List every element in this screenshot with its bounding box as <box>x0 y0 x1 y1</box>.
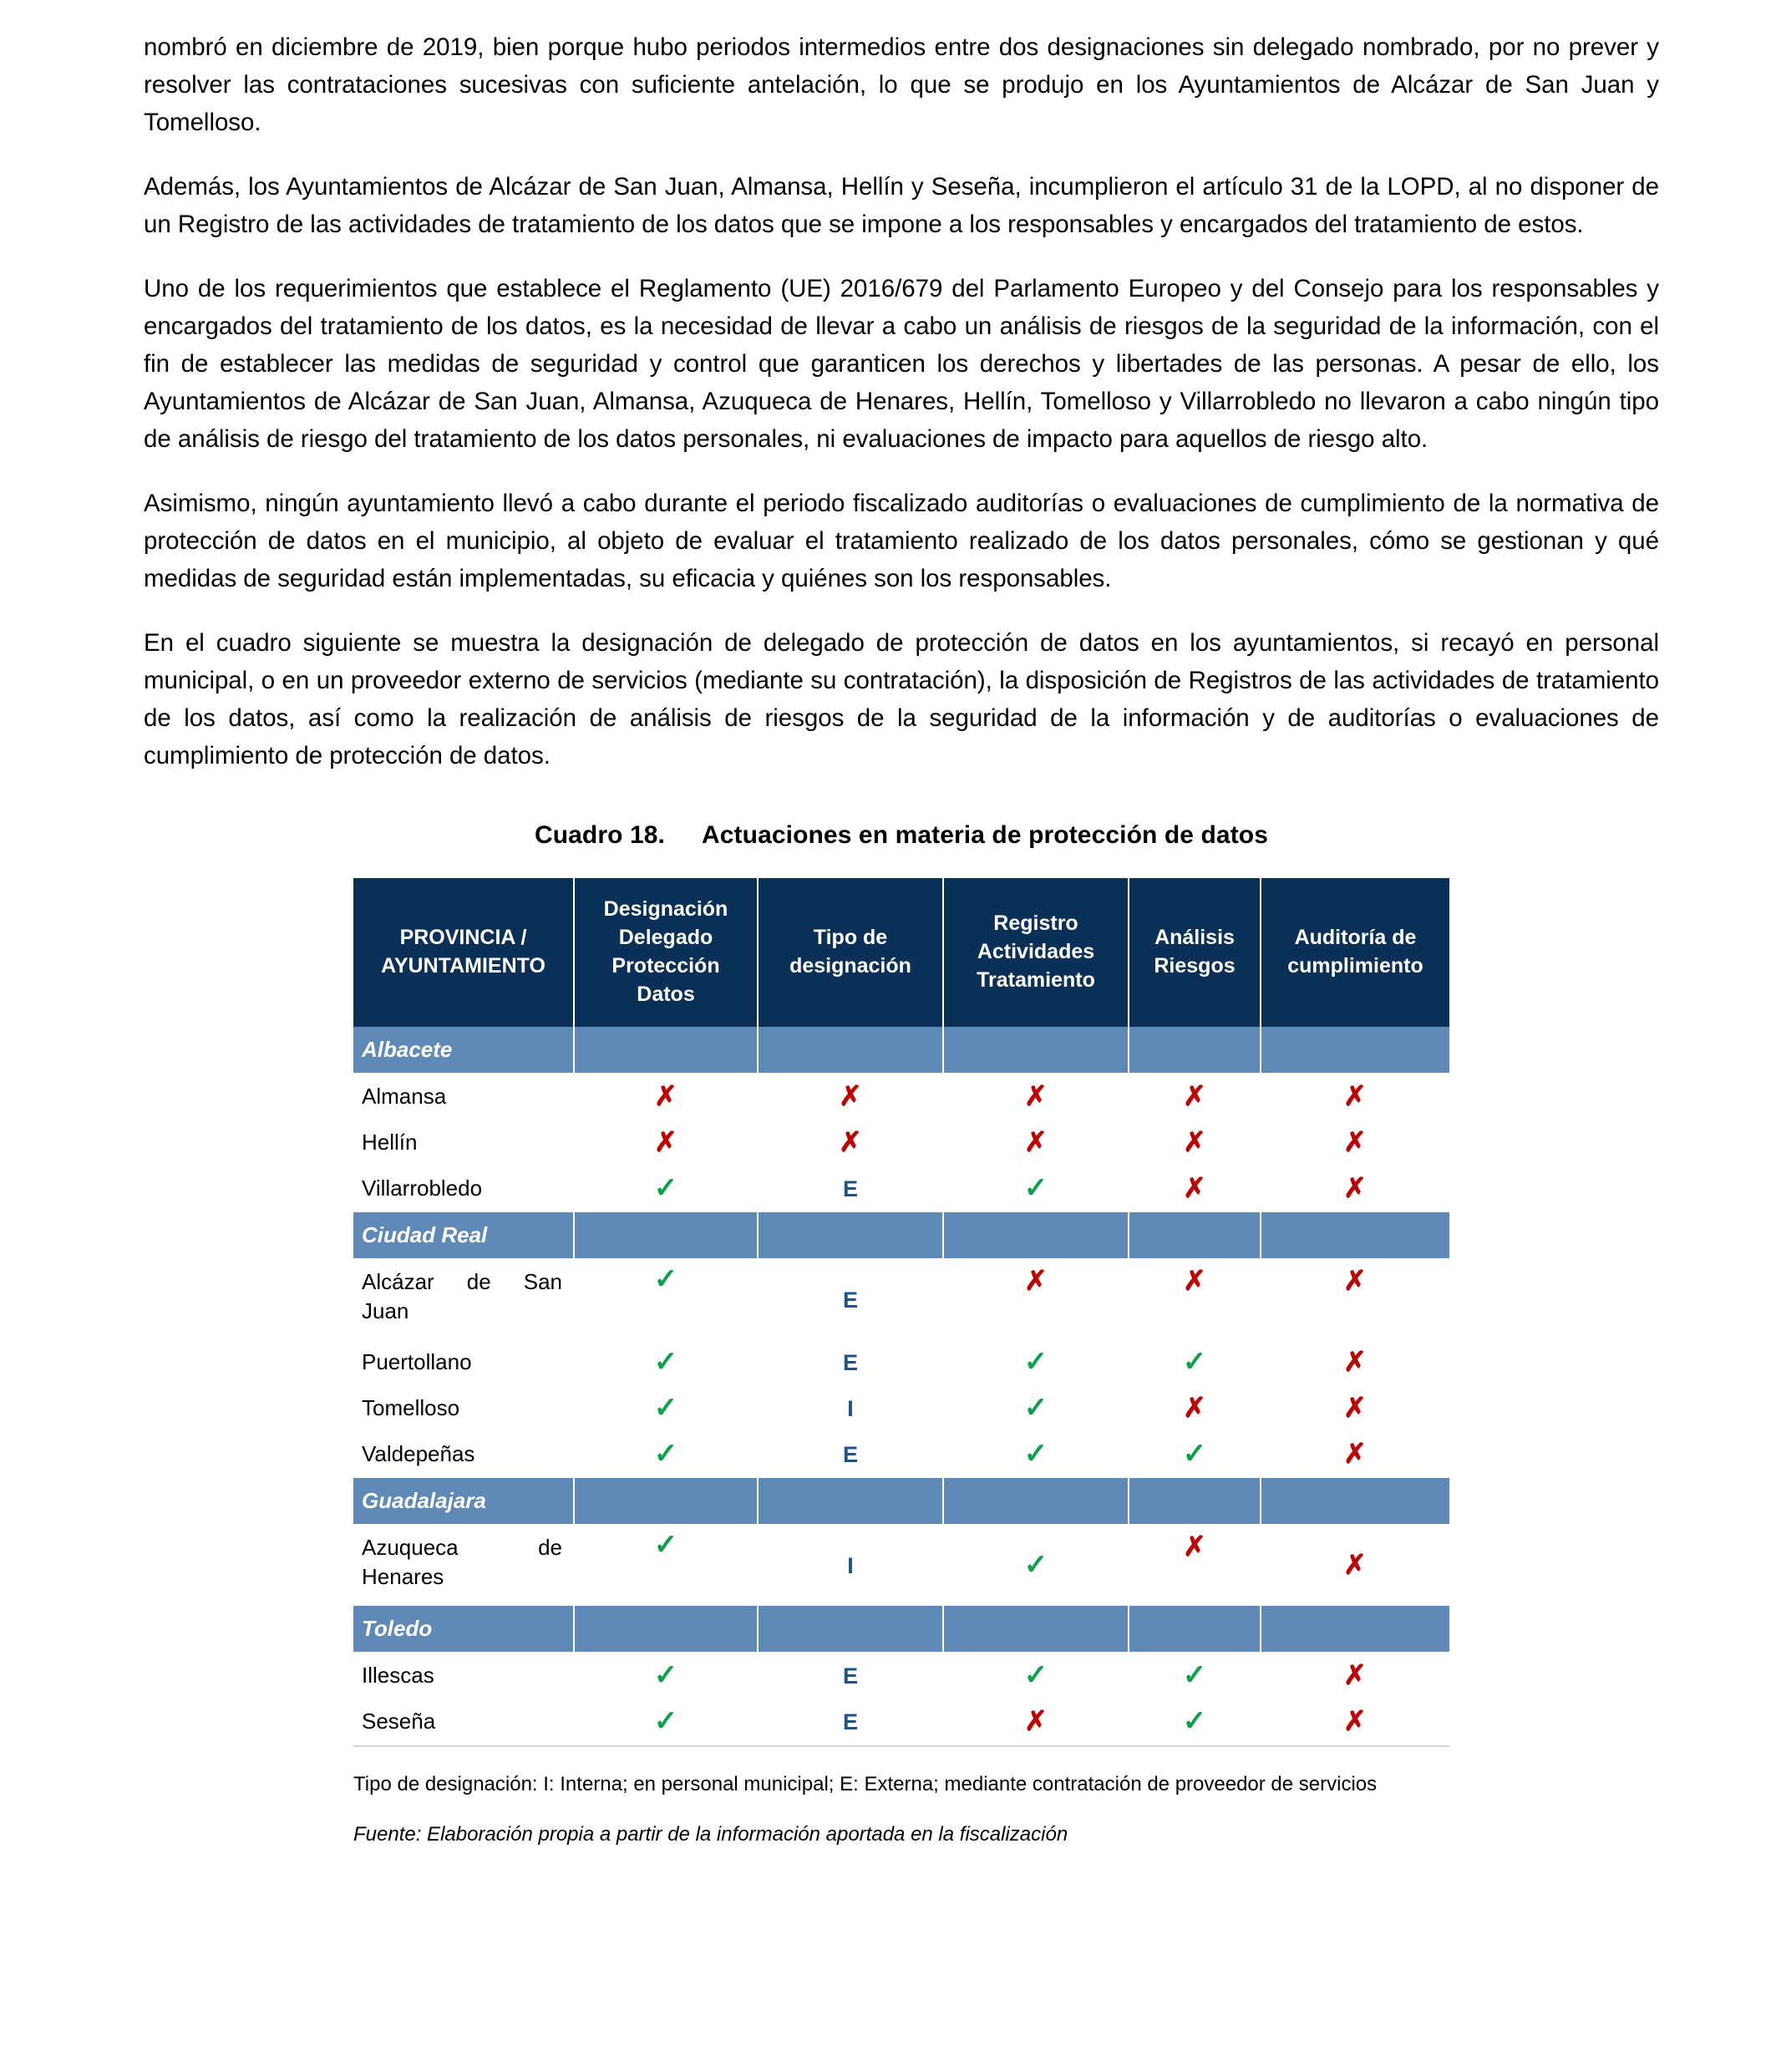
cell-designacion <box>574 1259 758 1340</box>
municipality-name: Hellín <box>353 1120 574 1166</box>
section-blank-cell <box>943 1478 1129 1525</box>
cell-designacion <box>574 1340 758 1386</box>
check-icon: ✓ <box>1182 1659 1207 1691</box>
cell-auditoria <box>1261 1432 1449 1478</box>
cell-designacion <box>574 1525 758 1606</box>
cell-auditoria <box>1261 1525 1449 1606</box>
province-label: Albacete <box>353 1027 574 1074</box>
section-row-albacete <box>353 1027 1449 1074</box>
designation-type-label: I <box>847 1396 854 1421</box>
municipality-name <box>353 1259 574 1340</box>
cell-tipo <box>758 1259 943 1340</box>
cell-tipo <box>758 1699 943 1746</box>
section-blank-cell <box>943 1027 1129 1074</box>
cell-designacion <box>574 1120 758 1166</box>
check-icon: ✓ <box>1023 1346 1048 1378</box>
column-header-analisis-riesgos <box>1129 878 1261 1027</box>
column-header-tipo-designacion <box>758 878 943 1027</box>
paragraph-5: En el cuadro siguiente se muestra la designación de delegado de protección de datos en los ayuntamientos, si recayó en personal municipal, o en un proveedor externo de servicios (mediante su contratación), la disposición de Registros de las actividades de tratamiento de los datos, así como la realización de análisis de riesgos de la seguridad de la información y de auditorías o evaluaciones de cumplimiento de protección de datos. <box>144 629 1659 769</box>
cell-auditoria <box>1261 1386 1449 1432</box>
check-icon: ✓ <box>653 1172 678 1204</box>
cross-icon: ✗ <box>1183 1265 1206 1296</box>
cell-auditoria <box>1261 1340 1449 1386</box>
column-header-designacion-delegado <box>574 878 758 1027</box>
designation-type-label: E <box>842 1442 858 1467</box>
header-line: PROVINCIA / <box>399 926 527 949</box>
section-blank-cell <box>758 1478 943 1525</box>
cross-icon: ✗ <box>1024 1126 1048 1157</box>
check-icon: ✓ <box>1023 1438 1048 1470</box>
paragraph-1: nombró en diciembre de 2019, bien porque hubo periodos intermedios entre dos designaciones sin delegado nombrado, por no prever y resolver las contrataciones sucesivas con suficiente antelación, lo que se produjo en los Ayuntamientos de Alcázar de San Juan y Tomelloso. <box>144 33 1659 136</box>
table-row <box>353 1432 1449 1478</box>
cell-auditoria <box>1261 1259 1449 1340</box>
cell-designacion <box>574 1699 758 1746</box>
section-row-guadalajara <box>353 1478 1449 1525</box>
municipality-name: Almansa <box>353 1074 574 1120</box>
table-block <box>144 821 1659 1849</box>
header-line: Protección <box>611 954 720 978</box>
cell-registro <box>943 1699 1129 1746</box>
cell-analisis <box>1129 1259 1261 1340</box>
cell-auditoria <box>1261 1699 1449 1746</box>
cell-analisis <box>1129 1386 1261 1432</box>
cell-registro <box>943 1120 1129 1166</box>
cross-icon: ✗ <box>1183 1080 1206 1111</box>
cell-registro <box>943 1432 1129 1478</box>
table-legend-note: Tipo de designación: I: Interna; en personal municipal; E: Externa; mediante contratación de proveedor de servicios <box>353 1773 1378 1795</box>
table-row <box>353 1653 1449 1699</box>
section-blank-cell <box>574 1478 758 1525</box>
section-blank-cell <box>574 1606 758 1653</box>
header-line: Registro <box>993 912 1078 935</box>
cell-analisis <box>1129 1074 1261 1120</box>
table-body <box>353 1027 1449 1746</box>
designation-type-label: E <box>842 1709 858 1734</box>
section-blank-cell <box>943 1212 1129 1259</box>
cell-designacion <box>574 1653 758 1699</box>
cell-registro <box>943 1259 1129 1340</box>
name-line: Alcázar de San <box>362 1269 562 1294</box>
cross-icon: ✗ <box>1343 1080 1367 1111</box>
province-label: Guadalajara <box>353 1478 574 1525</box>
cell-analisis <box>1129 1699 1261 1746</box>
cross-icon: ✗ <box>1183 1531 1206 1562</box>
municipality-name: Villarrobledo <box>353 1166 574 1212</box>
table-row <box>353 1386 1449 1432</box>
cross-icon: ✗ <box>654 1080 677 1111</box>
check-icon: ✓ <box>1023 1659 1048 1691</box>
designation-type-label: E <box>842 1287 858 1313</box>
cell-analisis <box>1129 1166 1261 1212</box>
designation-type-label: E <box>842 1663 858 1689</box>
header-line: Designación <box>603 897 728 921</box>
check-icon: ✓ <box>653 1392 678 1424</box>
header-line: Riesgos <box>1154 954 1236 978</box>
check-icon: ✓ <box>653 1659 678 1691</box>
cell-registro <box>943 1166 1129 1212</box>
cross-icon: ✗ <box>1343 1705 1367 1736</box>
check-icon: ✓ <box>653 1705 678 1737</box>
cell-analisis <box>1129 1340 1261 1386</box>
cross-icon: ✗ <box>1343 1172 1367 1203</box>
cell-auditoria <box>1261 1120 1449 1166</box>
cross-icon: ✗ <box>839 1126 862 1157</box>
cross-icon: ✗ <box>1024 1080 1048 1111</box>
cell-analisis <box>1129 1120 1261 1166</box>
header-line: Tipo de <box>813 926 888 949</box>
paragraph-4: Asimismo, ningún ayuntamiento llevó a cabo durante el periodo fiscalizado auditorías o evaluaciones de cumplimiento de la normativa de protección de datos en el municipio, al objeto de evaluar el tratamiento realizado de los datos personales, cómo se gestionan y qué medidas de seguridad están implementadas, su eficacia y quiénes son los responsables. <box>144 490 1659 592</box>
section-blank-cell <box>758 1027 943 1074</box>
check-icon: ✓ <box>1023 1548 1048 1581</box>
section-blank-cell <box>1129 1606 1261 1653</box>
cross-icon: ✗ <box>1343 1548 1367 1580</box>
header-line: AYUNTAMIENTO <box>381 954 545 978</box>
section-blank-cell <box>1261 1606 1449 1653</box>
check-icon: ✓ <box>653 1346 678 1378</box>
table-caption-number: Cuadro 18. <box>534 821 665 849</box>
table-source-note: Fuente: Elaboración propia a partir de la información aportada en la fiscalización <box>353 1823 1068 1846</box>
header-line: Datos <box>637 983 695 1006</box>
header-line: Tratamiento <box>977 968 1095 992</box>
cell-registro <box>943 1525 1129 1606</box>
cell-auditoria <box>1261 1653 1449 1699</box>
section-blank-cell <box>574 1212 758 1259</box>
cell-auditoria <box>1261 1074 1449 1120</box>
column-header-provincia-ayuntamiento <box>353 878 574 1027</box>
data-protection-table <box>353 878 1449 1747</box>
section-blank-cell <box>1261 1212 1449 1259</box>
cell-registro <box>943 1340 1129 1386</box>
cross-icon: ✗ <box>1183 1126 1206 1157</box>
table-caption-text: Actuaciones en materia de protección de datos <box>702 821 1269 849</box>
check-icon: ✓ <box>1182 1705 1207 1737</box>
cell-tipo <box>758 1340 943 1386</box>
designation-type-label: E <box>842 1176 858 1201</box>
check-icon: ✓ <box>653 1529 678 1561</box>
cell-tipo <box>758 1525 943 1606</box>
cell-designacion <box>574 1074 758 1120</box>
municipality-name: Puertollano <box>353 1340 574 1386</box>
header-line: Análisis <box>1154 926 1235 949</box>
cell-tipo <box>758 1166 943 1212</box>
section-row-ciudad-real <box>353 1212 1449 1259</box>
check-icon: ✓ <box>1023 1172 1048 1204</box>
header-line: Delegado <box>618 926 713 949</box>
cell-tipo <box>758 1074 943 1120</box>
cross-icon: ✗ <box>1343 1265 1367 1296</box>
cell-registro <box>943 1386 1129 1432</box>
section-blank-cell <box>1261 1027 1449 1074</box>
check-icon: ✓ <box>1182 1438 1207 1470</box>
name-line: Henares <box>362 1564 444 1589</box>
name-line: Azuqueca de <box>362 1535 562 1560</box>
cross-icon: ✗ <box>1183 1392 1206 1423</box>
cell-auditoria <box>1261 1166 1449 1212</box>
table-row <box>353 1699 1449 1746</box>
cell-registro <box>943 1653 1129 1699</box>
header-line: Auditoría de <box>1294 926 1417 949</box>
table-header-row <box>353 878 1449 1027</box>
section-blank-cell <box>758 1212 943 1259</box>
table-header <box>353 878 1449 1027</box>
name-line: Juan <box>362 1298 409 1323</box>
table-caption <box>144 821 1659 850</box>
section-blank-cell <box>574 1027 758 1074</box>
header-line: cumplimiento <box>1287 954 1423 978</box>
cell-designacion <box>574 1432 758 1478</box>
cross-icon: ✗ <box>1343 1438 1367 1469</box>
header-line: designación <box>789 954 911 978</box>
table-row <box>353 1259 1449 1340</box>
header-line: Actividades <box>977 940 1095 963</box>
designation-type-label: E <box>842 1350 858 1375</box>
check-icon: ✓ <box>653 1263 678 1295</box>
section-row-toledo <box>353 1606 1449 1653</box>
table-row <box>353 1525 1449 1606</box>
municipality-name: Valdepeñas <box>353 1432 574 1478</box>
check-icon: ✓ <box>1182 1346 1207 1378</box>
cross-icon: ✗ <box>1343 1126 1367 1157</box>
paragraph-2: Además, los Ayuntamientos de Alcázar de San Juan, Almansa, Hellín y Seseña, incumplieron el artículo 31 de la LOPD, al no disponer de un Registro de las actividades de tratamiento de los datos que se impone a los responsables y encargados del tratamiento de estos. <box>144 173 1659 238</box>
column-header-auditoria-cumplimiento <box>1261 878 1449 1027</box>
cross-icon: ✗ <box>1024 1705 1048 1736</box>
province-label: Ciudad Real <box>353 1212 574 1259</box>
cell-tipo <box>758 1653 943 1699</box>
cross-icon: ✗ <box>1343 1392 1367 1423</box>
cross-icon: ✗ <box>1024 1265 1048 1296</box>
cell-tipo <box>758 1120 943 1166</box>
cross-icon: ✗ <box>839 1080 862 1111</box>
cross-icon: ✗ <box>654 1126 677 1157</box>
section-blank-cell <box>1129 1027 1261 1074</box>
section-blank-cell <box>1129 1478 1261 1525</box>
cell-registro <box>943 1074 1129 1120</box>
column-header-registro-actividades <box>943 878 1129 1027</box>
municipality-name: Illescas <box>353 1653 574 1699</box>
section-blank-cell <box>943 1606 1129 1653</box>
table-row <box>353 1166 1449 1212</box>
table-row <box>353 1340 1449 1386</box>
section-blank-cell <box>758 1606 943 1653</box>
cell-designacion <box>574 1386 758 1432</box>
cell-analisis <box>1129 1432 1261 1478</box>
cell-designacion <box>574 1166 758 1212</box>
cross-icon: ✗ <box>1183 1172 1206 1203</box>
cell-analisis <box>1129 1525 1261 1606</box>
designation-type-label: I <box>847 1552 854 1578</box>
cross-icon: ✗ <box>1343 1659 1367 1690</box>
municipality-name: Tomelloso <box>353 1386 574 1432</box>
table-notes <box>353 1747 1449 1849</box>
cell-tipo <box>758 1432 943 1478</box>
province-label: Toledo <box>353 1606 574 1653</box>
municipality-name <box>353 1525 574 1606</box>
section-blank-cell <box>1129 1212 1261 1259</box>
cell-analisis <box>1129 1653 1261 1699</box>
check-icon: ✓ <box>653 1438 678 1470</box>
cell-tipo <box>758 1386 943 1432</box>
cross-icon: ✗ <box>1343 1346 1367 1377</box>
check-icon: ✓ <box>1023 1392 1048 1424</box>
table-row <box>353 1120 1449 1166</box>
paragraph-3: Uno de los requerimientos que establece el Reglamento (UE) 2016/679 del Parlamento Europeo y del Consejo para los responsables y encargados del tratamiento de los datos, es la necesidad de llevar a cabo un análisis de riesgos de la seguridad de la información, con el fin de establecer las medidas de seguridad y control que garanticen los derechos y libertades de las personas. A pesar de ello, los Ayuntamientos de Alcázar de San Juan, Almansa, Azuqueca de Henares, Hellín, Tomelloso y Villarrobledo no llevaron a cabo ningún tipo de análisis de riesgo del tratamiento de los datos personales, ni evaluaciones de impacto para aquellos de riesgo alto. <box>144 275 1659 453</box>
section-blank-cell <box>1261 1478 1449 1525</box>
table-row <box>353 1074 1449 1120</box>
municipality-name: Seseña <box>353 1699 574 1746</box>
